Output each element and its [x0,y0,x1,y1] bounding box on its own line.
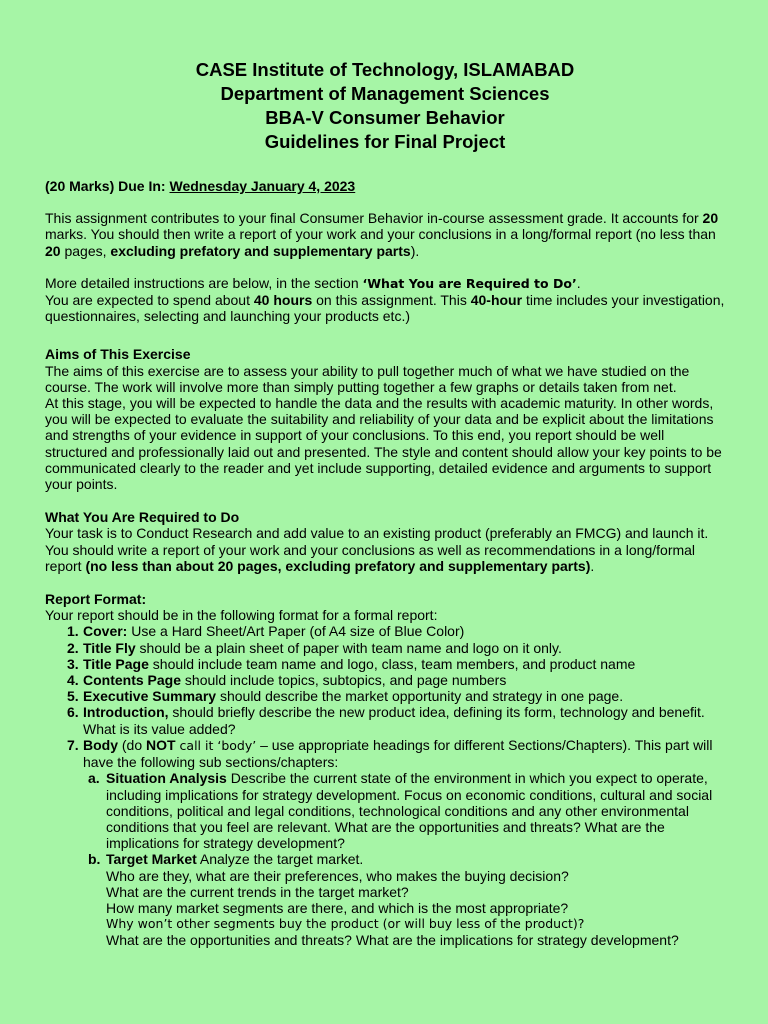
list-item [45,656,725,672]
aims-heading: Aims of This Exercise [45,346,191,363]
intro-text: time includes your investigation, questionnaires, selecting and launching your products etc.) [45,292,725,325]
hours-paragraph [45,292,725,324]
due-line [45,178,725,194]
pages-count: 20 [45,242,61,259]
item-title: Executive Summary [83,688,217,705]
intro-text: You are expected to spend about [45,292,254,309]
required-paragraph [45,525,725,574]
item-title: Body [83,736,118,753]
item-title: Contents Page [83,672,182,689]
required-text: . [590,557,595,574]
item-text: call it ‘body’ [175,737,257,753]
sub-item-title: Target Market [106,851,197,868]
item-title: Introduction, [83,704,169,721]
item-text: Use a Hard Sheet/Art Paper (of A4 size of Blue Color) [127,623,465,640]
aims-paragraph: At this stage, you will be expected to handle the data and the results with academic maturity. In other words, you will be expected to evaluate the suitability and reliability of your data and be explicit about the limitations and strengths of your evidence in support of your conclusions. To this end, you report should be well structured and professionally laid out and presented. The style and content should allow your key points to be communicated clearly to the reader and yet include supporting, detailed evidence and arguments to support your points. [45,395,722,493]
institute-name: CASE Institute of Technology, ISLAMABAD [195,59,575,80]
item-text: should include team name and logo, class, team members, and product name [148,655,636,672]
sub-item-letter: a. [88,770,100,787]
item-number: 5. [67,688,79,705]
list-item [45,704,725,736]
hours-value: 40-hour [470,292,523,309]
sub-list-item [83,851,725,948]
item-number: 6. [67,704,79,721]
sub-item-line: What are the current trends in the target market? [106,883,409,900]
item-number: 3. [67,655,79,672]
intro-text: This assignment contributes to your final Consumer Behavior in-course assessment grade. It accounts for [45,210,703,227]
item-number: 7. [67,736,79,753]
instructions-paragraph [45,275,725,292]
document-subtitle: Guidelines for Final Project [264,131,506,152]
document-page [45,58,725,949]
list-item [45,640,725,656]
department-name: Department of Management Sciences [220,83,550,104]
intro-text: on this assignment. This [312,292,471,309]
due-date: Wednesday January 4, 2023 [169,178,356,194]
sub-item-line: Who are they, what are their preferences, who makes the buying decision? [106,867,569,884]
intro-text: ). [410,242,420,259]
list-item [45,672,725,688]
item-number: 1. [67,623,79,640]
item-emphasis: NOT [146,736,176,753]
course-name: BBA-V Consumer Behavior [265,107,505,128]
intro-text: More detailed instructions are below, in the section [45,274,363,291]
document-title [45,58,725,154]
item-text: (do [118,736,147,753]
sub-item-line: What are the opportunities and threats? What are the implications for strategy development? [106,932,679,949]
sub-item-text: Describe the current state of the environment in which you expect to operate, including implications for strategy development. Focus on economic conditions, cultural and social conditions, political and legal conditions, technological conditions and any other environmental conditions that you feel are relevant. What are the opportunities and threats? What are the implications for strategy development? [106,770,713,852]
sub-item-letter: b. [88,851,101,868]
item-text: should briefly describe the new product idea, defining its form, technology and benefit. What is its value added? [83,704,705,737]
item-title: Title Page [83,655,149,672]
intro-text: . [576,274,581,291]
required-text: Your task is to Conduct Research and add value to an existing product (preferably an FMCG) and launch it. You should write a report of your work and your conclusions as well as recommendations in a long/formal report [45,525,709,574]
required-emphasis: (no less than about 20 pages, excluding prefatory and supplementary parts) [85,557,591,574]
item-title: Cover: [83,623,128,640]
report-format-heading: Report Format: [45,591,147,608]
list-item [45,737,725,949]
excluding-note: excluding prefatory and supplementary parts [110,242,411,259]
item-text: should include topics, subtopics, and page numbers [181,672,507,689]
body-sub-list [83,770,725,948]
required-heading: What You Are Required to Do [45,509,240,526]
item-text: should describe the market opportunity and strategy in one page. [216,688,624,705]
aims-paragraph: The aims of this exercise are to assess your ability to pull together much of what we have studied on the course. The work will involve more than simply putting together a few graphs or details taken from net. [45,362,690,395]
sub-list-item [83,770,725,851]
report-format-intro: Your report should be in the following format for a formal report: [45,607,438,624]
due-prefix: (20 Marks) Due In: [45,178,170,194]
item-number: 4. [67,672,79,689]
sub-item-line: Why won’t other segments buy the product (or will buy less of the product)? [106,916,585,932]
report-format-list [45,623,725,948]
sub-item-text: Analyze the target market. [196,851,364,868]
item-text: – use appropriate headings for different Sections/Chapters). This part will have the following sub sections/chapters: [83,736,713,771]
item-text: should be a plain sheet of paper with team name and logo on it only. [135,639,562,656]
intro-text: marks. You should then write a report of your work and your conclusions in a long/formal report (no less than [45,226,716,243]
item-number: 2. [67,639,79,656]
item-title: Title Fly [83,639,136,656]
sub-item-line: How many market segments are there, and which is the most appropriate? [106,899,569,916]
marks-count: 20 [702,210,719,227]
list-item [45,688,725,704]
sub-item-title: Situation Analysis [106,770,227,787]
hours-value: 40 hours [253,292,313,309]
list-item [45,623,725,639]
intro-paragraph [45,210,725,259]
section-reference: ‘What You are Required to Do’ [362,275,577,291]
intro-text: pages, [60,242,111,259]
